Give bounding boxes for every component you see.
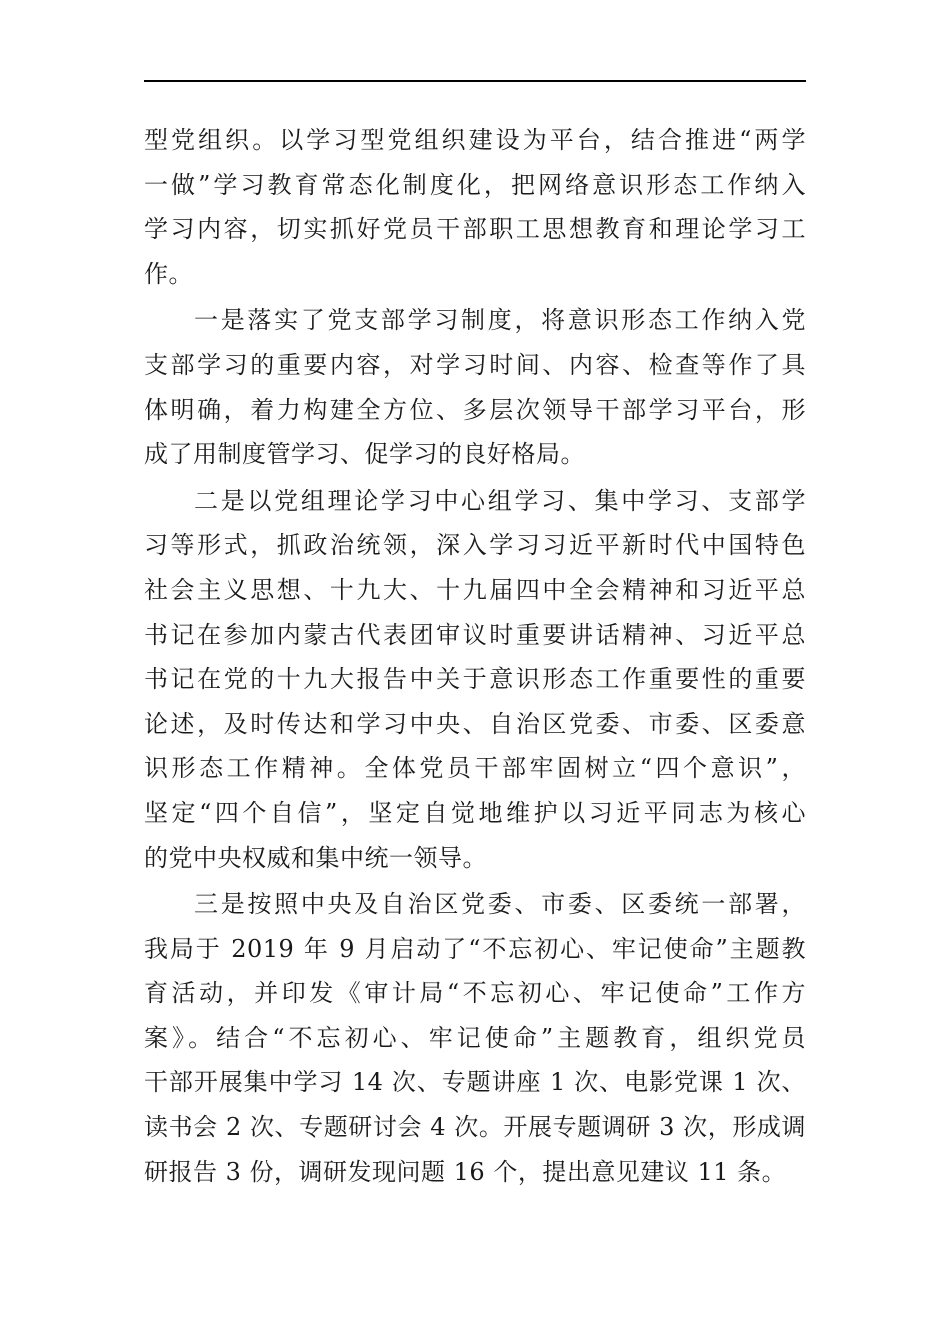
text-line: 作。	[144, 259, 193, 288]
text-line: 体明确，着力构建全方位、多层次领导干部学习平台，形	[144, 395, 806, 424]
header-rule	[144, 80, 806, 82]
paragraph-point-one	[144, 298, 806, 476]
text-line: 三是按照中央及自治区党委、市委、区委统一部署，	[194, 890, 806, 919]
text-line: 的党中央权威和集中统一领导。	[144, 843, 487, 872]
text-line: 社会主义思想、十九大、十九届四中全会精神和习近平总	[144, 575, 806, 604]
text-line: 学习内容，切实抓好党员干部职工思想教育和理论学习工	[144, 215, 806, 244]
document-body	[144, 118, 806, 1194]
text-line: 研报告 3 份，调研发现问题 16 个，提出意见建议 11 条。	[144, 1157, 787, 1186]
paragraph-point-three	[144, 882, 806, 1194]
text-line: 型党组织。以学习型党组织建设为平台，结合推进“两学	[144, 126, 806, 154]
text-line: 坚定“四个自信”，坚定自觉地维护以习近平同志为核心	[144, 798, 806, 827]
text-line: 论述，及时传达和学习中央、自治区党委、市委、区委意	[144, 709, 806, 738]
text-line: 读书会 2 次、专题研讨会 4 次。开展专题调研 3 次，形成调	[144, 1113, 806, 1142]
text-line: 案》。结合“不忘初心、牢记使命”主题教育，组织党员	[144, 1023, 806, 1052]
text-line: 习等形式，抓政治统领，深入学习习近平新时代中国特色	[144, 531, 806, 560]
text-line: 书记在参加内蒙古代表团审议时重要讲话精神、习近平总	[144, 620, 806, 649]
text-line: 育活动，并印发《审计局“不忘初心、牢记使命”工作方	[144, 979, 806, 1008]
text-line: 我局于 2019 年 9 月启动了“不忘初心、牢记使命”主题教	[144, 934, 806, 963]
text-line: 一做”学习教育常态化制度化，把网络意识形态工作纳入	[144, 170, 806, 199]
text-line: 书记在党的十九大报告中关于意识形态工作重要性的重要	[144, 665, 806, 694]
text-line: 二是以党组理论学习中心组学习、集中学习、支部学	[194, 486, 806, 515]
paragraph-intro	[144, 118, 806, 296]
text-line: 一是落实了党支部学习制度，将意识形态工作纳入党	[194, 306, 806, 335]
paragraph-point-two	[144, 479, 806, 880]
text-line: 支部学习的重要内容，对学习时间、内容、检查等作了具	[144, 350, 806, 379]
text-line: 识形态工作精神。全体党员干部牢固树立“四个意识”，	[144, 754, 806, 783]
text-line: 干部开展集中学习 14 次、专题讲座 1 次、电影党课 1 次、	[144, 1068, 806, 1097]
text-line: 成了用制度管学习、促学习的良好格局。	[144, 440, 585, 469]
